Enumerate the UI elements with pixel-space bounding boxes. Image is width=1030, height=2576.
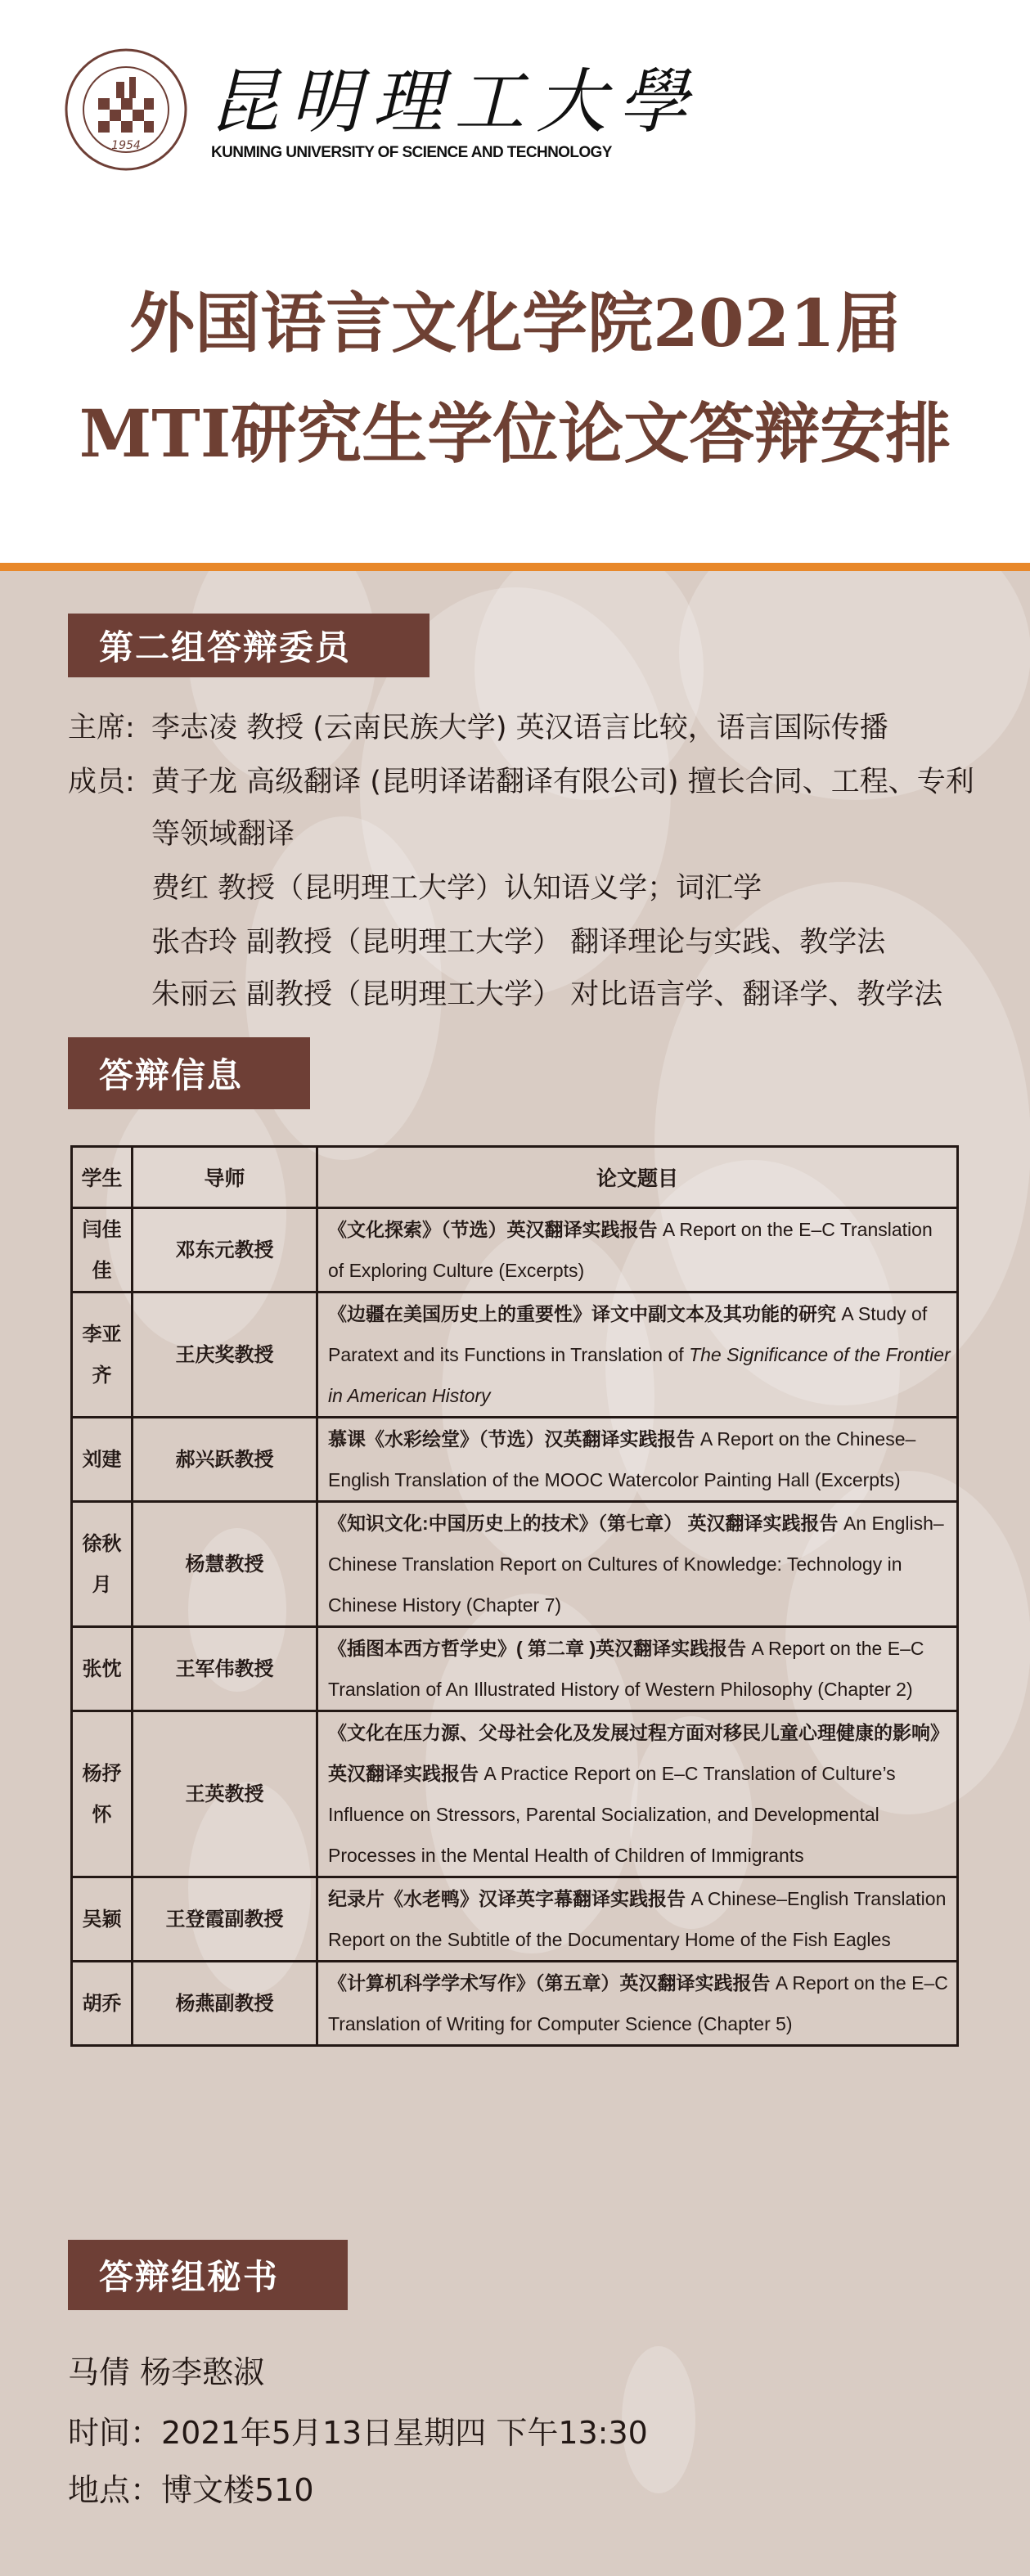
chair-label: 主席: <box>68 712 135 744</box>
table-row <box>72 1877 958 1962</box>
advisor-name: 王英教授 <box>133 1711 317 1877</box>
column-header-thesis-title: 论文题目 <box>317 1147 958 1208</box>
column-header-advisor: 导师 <box>133 1147 317 1208</box>
thesis-title <box>317 1502 958 1627</box>
thesis-title-part: 慕课《水彩绘堂》（节选）汉英翻译实践报告 <box>328 1428 700 1450</box>
thesis-title-part: The Significance of the Frontier in American History <box>328 1344 951 1406</box>
advisor-name: 杨慧教授 <box>133 1502 317 1627</box>
university-seal-logo <box>64 47 188 172</box>
thesis-title <box>317 1418 958 1502</box>
member-line: 张杏玲 副教授（昆明理工大学） 翻译理论与实践、教学法 <box>151 926 886 959</box>
members-label: 成员: <box>68 766 135 798</box>
student-name: 胡乔 <box>72 1962 133 2046</box>
thesis-title-part: A Study of Paratext and its Functions in Translation of <box>328 1303 928 1365</box>
defense-schedule-table <box>70 1145 959 2047</box>
advisor-name: 王军伟教授 <box>133 1627 317 1711</box>
table-row <box>72 1292 958 1418</box>
thesis-title <box>317 1627 958 1711</box>
student-name: 刘建 <box>72 1418 133 1502</box>
thesis-title-part: 《计算机科学学术写作》（第五章）英汉翻译实践报告 <box>328 1972 776 1994</box>
thesis-title-part: An English–Chinese Translation Report on Cultures of Knowledge: Technology in Chinese History (Chapter 7) <box>328 1513 944 1616</box>
defense-info-heading: 答辩信息 <box>68 1037 310 1109</box>
advisor-name: 邓东元教授 <box>133 1208 317 1292</box>
thesis-title-part: A Report on the E–C Translation of Writing for Computer Science (Chapter 5) <box>328 1972 948 2034</box>
advisor-name: 郝兴跃教授 <box>133 1418 317 1502</box>
advisor-name: 王庆奖教授 <box>133 1292 317 1418</box>
secretary-names: 马倩 杨李憨淑 <box>68 2354 265 2390</box>
table-header-row <box>72 1147 958 1208</box>
thesis-title-part: 《边疆在美国历史上的重要性》译文中副文本及其功能的研究 <box>328 1303 836 1324</box>
table-row <box>72 1208 958 1292</box>
thesis-title <box>317 1962 958 2046</box>
table-row <box>72 1711 958 1877</box>
student-name: 李亚齐 <box>72 1292 133 1418</box>
page-header <box>0 0 1030 563</box>
student-name: 张忱 <box>72 1627 133 1711</box>
thesis-title-part: A Chinese–English Translation Report on the Subtitle of the Documentary Home of the Fish Eagles <box>328 1888 947 1950</box>
student-name: 杨抒怀 <box>72 1711 133 1877</box>
page-title-line2: MTI研究生学位论文答辩安排 <box>79 395 951 472</box>
university-name-en: KUNMING UNIVERSITY OF SCIENCE AND TECHNOLOGY <box>211 144 612 161</box>
thesis-title-part: 纪录片《水老鸭》汉译英字幕翻译实践报告 <box>328 1888 691 1909</box>
member-line: 朱丽云 副教授（昆明理工大学） 对比语言学、翻译学、教学法 <box>151 978 943 1011</box>
thesis-title <box>317 1208 958 1292</box>
member-line: 费红 教授（昆明理工大学）认知语义学；词汇学 <box>151 872 762 905</box>
thesis-title-part: A Report on the E–C Translation of Exploring Culture (Excerpts) <box>328 1219 933 1281</box>
thesis-title-part: A Report on the E–C Translation of An Illustrated History of Western Philosophy (Chapter 2) <box>328 1638 924 1700</box>
secretary-heading: 答辩组秘书 <box>68 2240 348 2310</box>
thesis-title <box>317 1877 958 1962</box>
thesis-title-part: 《文化探索》（节选）英汉翻译实践报告 <box>328 1219 663 1240</box>
thesis-title-part: 《文化在压力源、父母社会化及发展过程方面对移民儿童心理健康的影响》英汉翻译实践报告 <box>328 1722 949 1784</box>
svg-text:1954: 1954 <box>111 139 141 152</box>
defense-time: 时间：2021年5月13日星期四 下午13:30 <box>68 2415 648 2451</box>
page-title-line1: 外国语言文化学院2021届 <box>129 285 901 362</box>
university-name-cn: 昆明理工大學 <box>209 61 699 143</box>
accent-divider <box>0 563 1030 571</box>
advisor-name: 王登霞副教授 <box>133 1877 317 1962</box>
thesis-title-part: A Report on the Chinese–English Translation of the MOOC Watercolor Painting Hall (Excerpts) <box>328 1428 916 1490</box>
committee-heading: 第二组答辩委员 <box>68 614 430 677</box>
thesis-title <box>317 1292 958 1418</box>
member-line: 黄子龙 高级翻译 (昆明译诺翻译有限公司) 擅长合同、工程、专利 <box>151 766 974 798</box>
thesis-title-part: A Practice Report on E–C Translation of Culture’s Influence on Stressors, Parental Socialization, and Developmental Processes in the Mental Health of Children of Immigrants <box>328 1763 896 1866</box>
table-row <box>72 1502 958 1627</box>
table-row <box>72 1627 958 1711</box>
student-name: 闫佳佳 <box>72 1208 133 1292</box>
table-row <box>72 1418 958 1502</box>
student-name: 吴颖 <box>72 1877 133 1962</box>
student-name: 徐秋月 <box>72 1502 133 1627</box>
advisor-name: 杨燕副教授 <box>133 1962 317 2046</box>
thesis-title <box>317 1711 958 1877</box>
thesis-title-part: 《知识文化:中国历史上的技术》（第七章） 英汉翻译实践报告 <box>328 1513 843 1534</box>
column-header-student: 学生 <box>72 1147 133 1208</box>
table-row <box>72 1962 958 2046</box>
chair-info: 李志凌 教授 (云南民族大学) 英汉语言比较，语言国际传播 <box>151 712 888 744</box>
thesis-title-part: 《插图本西方哲学史》( 第二章 )英汉翻译实践报告 <box>328 1638 752 1659</box>
defense-place: 地点：博文楼510 <box>68 2472 314 2508</box>
member-line: 等领域翻译 <box>151 818 295 851</box>
